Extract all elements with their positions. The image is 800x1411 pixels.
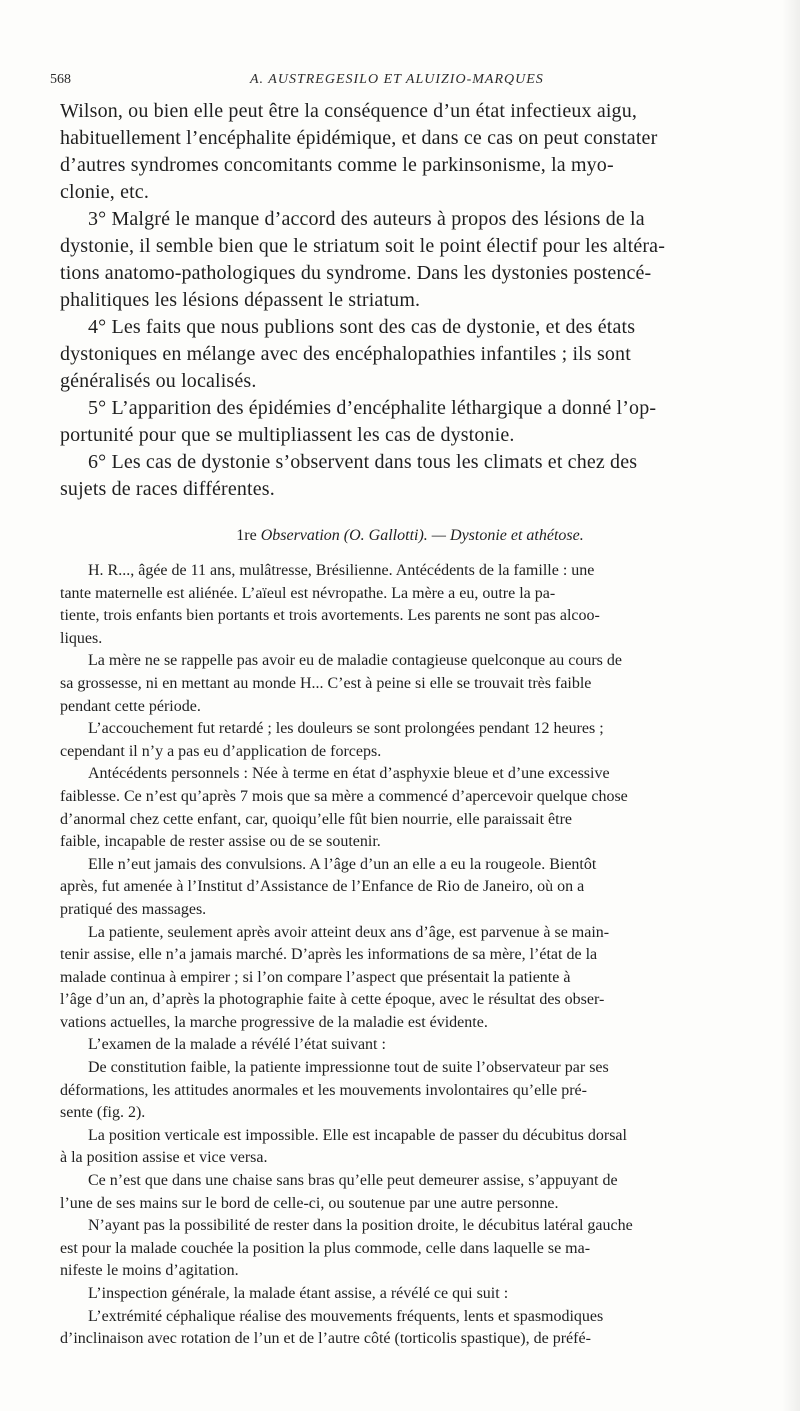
text-line: La position verticale est impossible. Elle est incapable de passer du décubitus dorsal: [88, 1126, 627, 1144]
text-line: à la position assise et vice versa.: [60, 1149, 268, 1167]
text-line: L’extrémité céphalique réalise des mouvements fréquents, lents et spasmodiques: [88, 1307, 604, 1325]
text-line: généralisés ou localisés.: [60, 370, 257, 392]
text-line: portunité pour que se multipliassent les cas de dystonie.: [60, 424, 515, 446]
text-line: phalitiques les lésions dépassent le striatum.: [60, 289, 421, 311]
text-line: Antécédents personnels : Née à terme en état d’asphyxie bleue et d’une excessive: [88, 765, 610, 783]
text-line: pendant cette période.: [60, 697, 201, 715]
text-line: tions anatomo-pathologiques du syndrome. Dans les dystonies postencé-: [60, 262, 652, 284]
case-report: [60, 560, 760, 1351]
text-line: l’une de ses mains sur le bord de celle-ci, ou soutenue par une autre personne.: [60, 1194, 559, 1212]
text-line: La patiente, seulement après avoir atteint deux ans d’âge, est parvenue à se main-: [88, 923, 610, 941]
page-number: 568: [50, 72, 71, 87]
text-line: nifeste le moins d’agitation.: [60, 1262, 239, 1280]
observation-text: Observation (O. Gallotti). — Dystonie et athétose.: [260, 527, 584, 544]
text-line: H. R..., âgée de 11 ans, mulâtresse, Brésilienne. Antécédents de la famille : une: [88, 562, 595, 579]
text-line: malade continua à empirer ; si l’on compare l’aspect que présentait la patiente à: [60, 968, 571, 986]
text-line: déformations, les attitudes anormales et les mouvements involontaires qu’elle pré-: [60, 1081, 587, 1099]
running-head: A. AUSTREGESILO ET ALUIZIO-MARQUES: [250, 72, 544, 87]
text-line: cependant il n’y a pas eu d’application de forceps.: [60, 742, 382, 760]
scan-shadow: [782, 0, 800, 1411]
page-header: [50, 72, 750, 98]
text-line: pratiqué des massages.: [60, 900, 207, 918]
text-line: L’accouchement fut retardé ; les douleurs se sont prolongées pendant 12 heures ;: [88, 720, 604, 738]
observation-number: 1re: [236, 527, 257, 544]
text-line: Ce n’est que dans une chaise sans bras qu’elle peut demeurer assise, s’appuyant de: [88, 1172, 618, 1190]
text-line: 4° Les faits que nous publions sont des cas de dystonie, et des états: [88, 316, 636, 338]
text-line: liques.: [60, 629, 103, 647]
text-line: L’examen de la malade a révélé l’état suivant :: [88, 1036, 386, 1054]
text-line: N’ayant pas la possibilité de rester dans la position droite, le décubitus latéral gauche: [88, 1217, 633, 1235]
text-line: tenir assise, elle n’a jamais marché. D’après les informations de sa mère, l’état de la: [60, 946, 598, 964]
text-line: De constitution faible, la patiente impressionne tout de suite l’observateur par ses: [88, 1059, 609, 1077]
text-line: tiente, trois enfants bien portants et trois avortements. Les parents ne sont pas alcoo-: [60, 607, 600, 625]
text-line: clonie, etc.: [60, 181, 149, 203]
observation-title: [60, 527, 760, 545]
text-line: Wilson, ou bien elle peut être la conséquence d’un état infectieux aigu,: [60, 100, 638, 122]
text-line: habituellement l’encéphalite épidémique, et dans ce cas on peut constater: [60, 127, 658, 149]
text-line: d’autres syndromes concomitants comme le parkinsonisme, la myo-: [60, 154, 614, 176]
text-line: après, fut amenée à l’Institut d’Assistance de l’Enfance de Rio de Janeiro, où on a: [60, 878, 585, 896]
text-line: sa grossesse, ni en mettant au monde H... C’est à peine si elle se trouvait très faible: [60, 674, 592, 692]
text-line: dystonie, il semble bien que le striatum soit le point électif pour les altéra-: [60, 235, 666, 257]
text-line: Elle n’eut jamais des convulsions. A l’âge d’un an elle a eu la rougeole. Bientôt: [88, 855, 597, 873]
text-line: dystoniques en mélange avec des encéphalopathies infantiles ; ils sont: [60, 343, 631, 365]
text-line: d’inclinaison avec rotation de l’un et de l’autre côté (torticolis spastique), de préfé-: [60, 1330, 591, 1348]
text-line: faiblesse. Ce n’est qu’après 7 mois que sa mère a commencé d’apercevoir quelque chose: [60, 787, 628, 805]
text-line: est pour la malade couchée la position la plus commode, celle dans laquelle se ma-: [60, 1239, 591, 1257]
text-line: vations actuelles, la marche progressive de la maladie est évidente.: [60, 1013, 488, 1031]
text-line: La mère ne se rappelle pas avoir eu de maladie contagieuse quelconque au cours de: [88, 652, 622, 670]
text-line: L’inspection générale, la malade étant assise, a révélé ce qui suit :: [88, 1285, 509, 1302]
text-line: 5° L’apparition des épidémies d’encéphalite léthargique a donné l’op-: [88, 397, 657, 419]
text-line: d’anormal chez cette enfant, car, quoiqu’elle fût bien nourrie, elle paraissait être: [60, 810, 572, 828]
text-line: sente (fig. 2).: [60, 1104, 146, 1122]
text-line: l’âge d’un an, d’après la photographie faite à cette époque, avec le résultat des obser-: [60, 991, 605, 1009]
text-line: tante maternelle est aliénée. L’aïeul est névropathe. La mère a eu, outre la pa-: [60, 584, 556, 602]
text-line: sujets de races différentes.: [60, 478, 275, 500]
text-line: faible, incapable de rester assise ou de se soutenir.: [60, 833, 381, 851]
main-paragraphs: [60, 98, 760, 503]
text-line: 3° Malgré le manque d’accord des auteurs à propos des lésions de la: [88, 208, 645, 230]
text-line: 6° Les cas de dystonie s’observent dans tous les climats et chez des: [88, 451, 638, 473]
